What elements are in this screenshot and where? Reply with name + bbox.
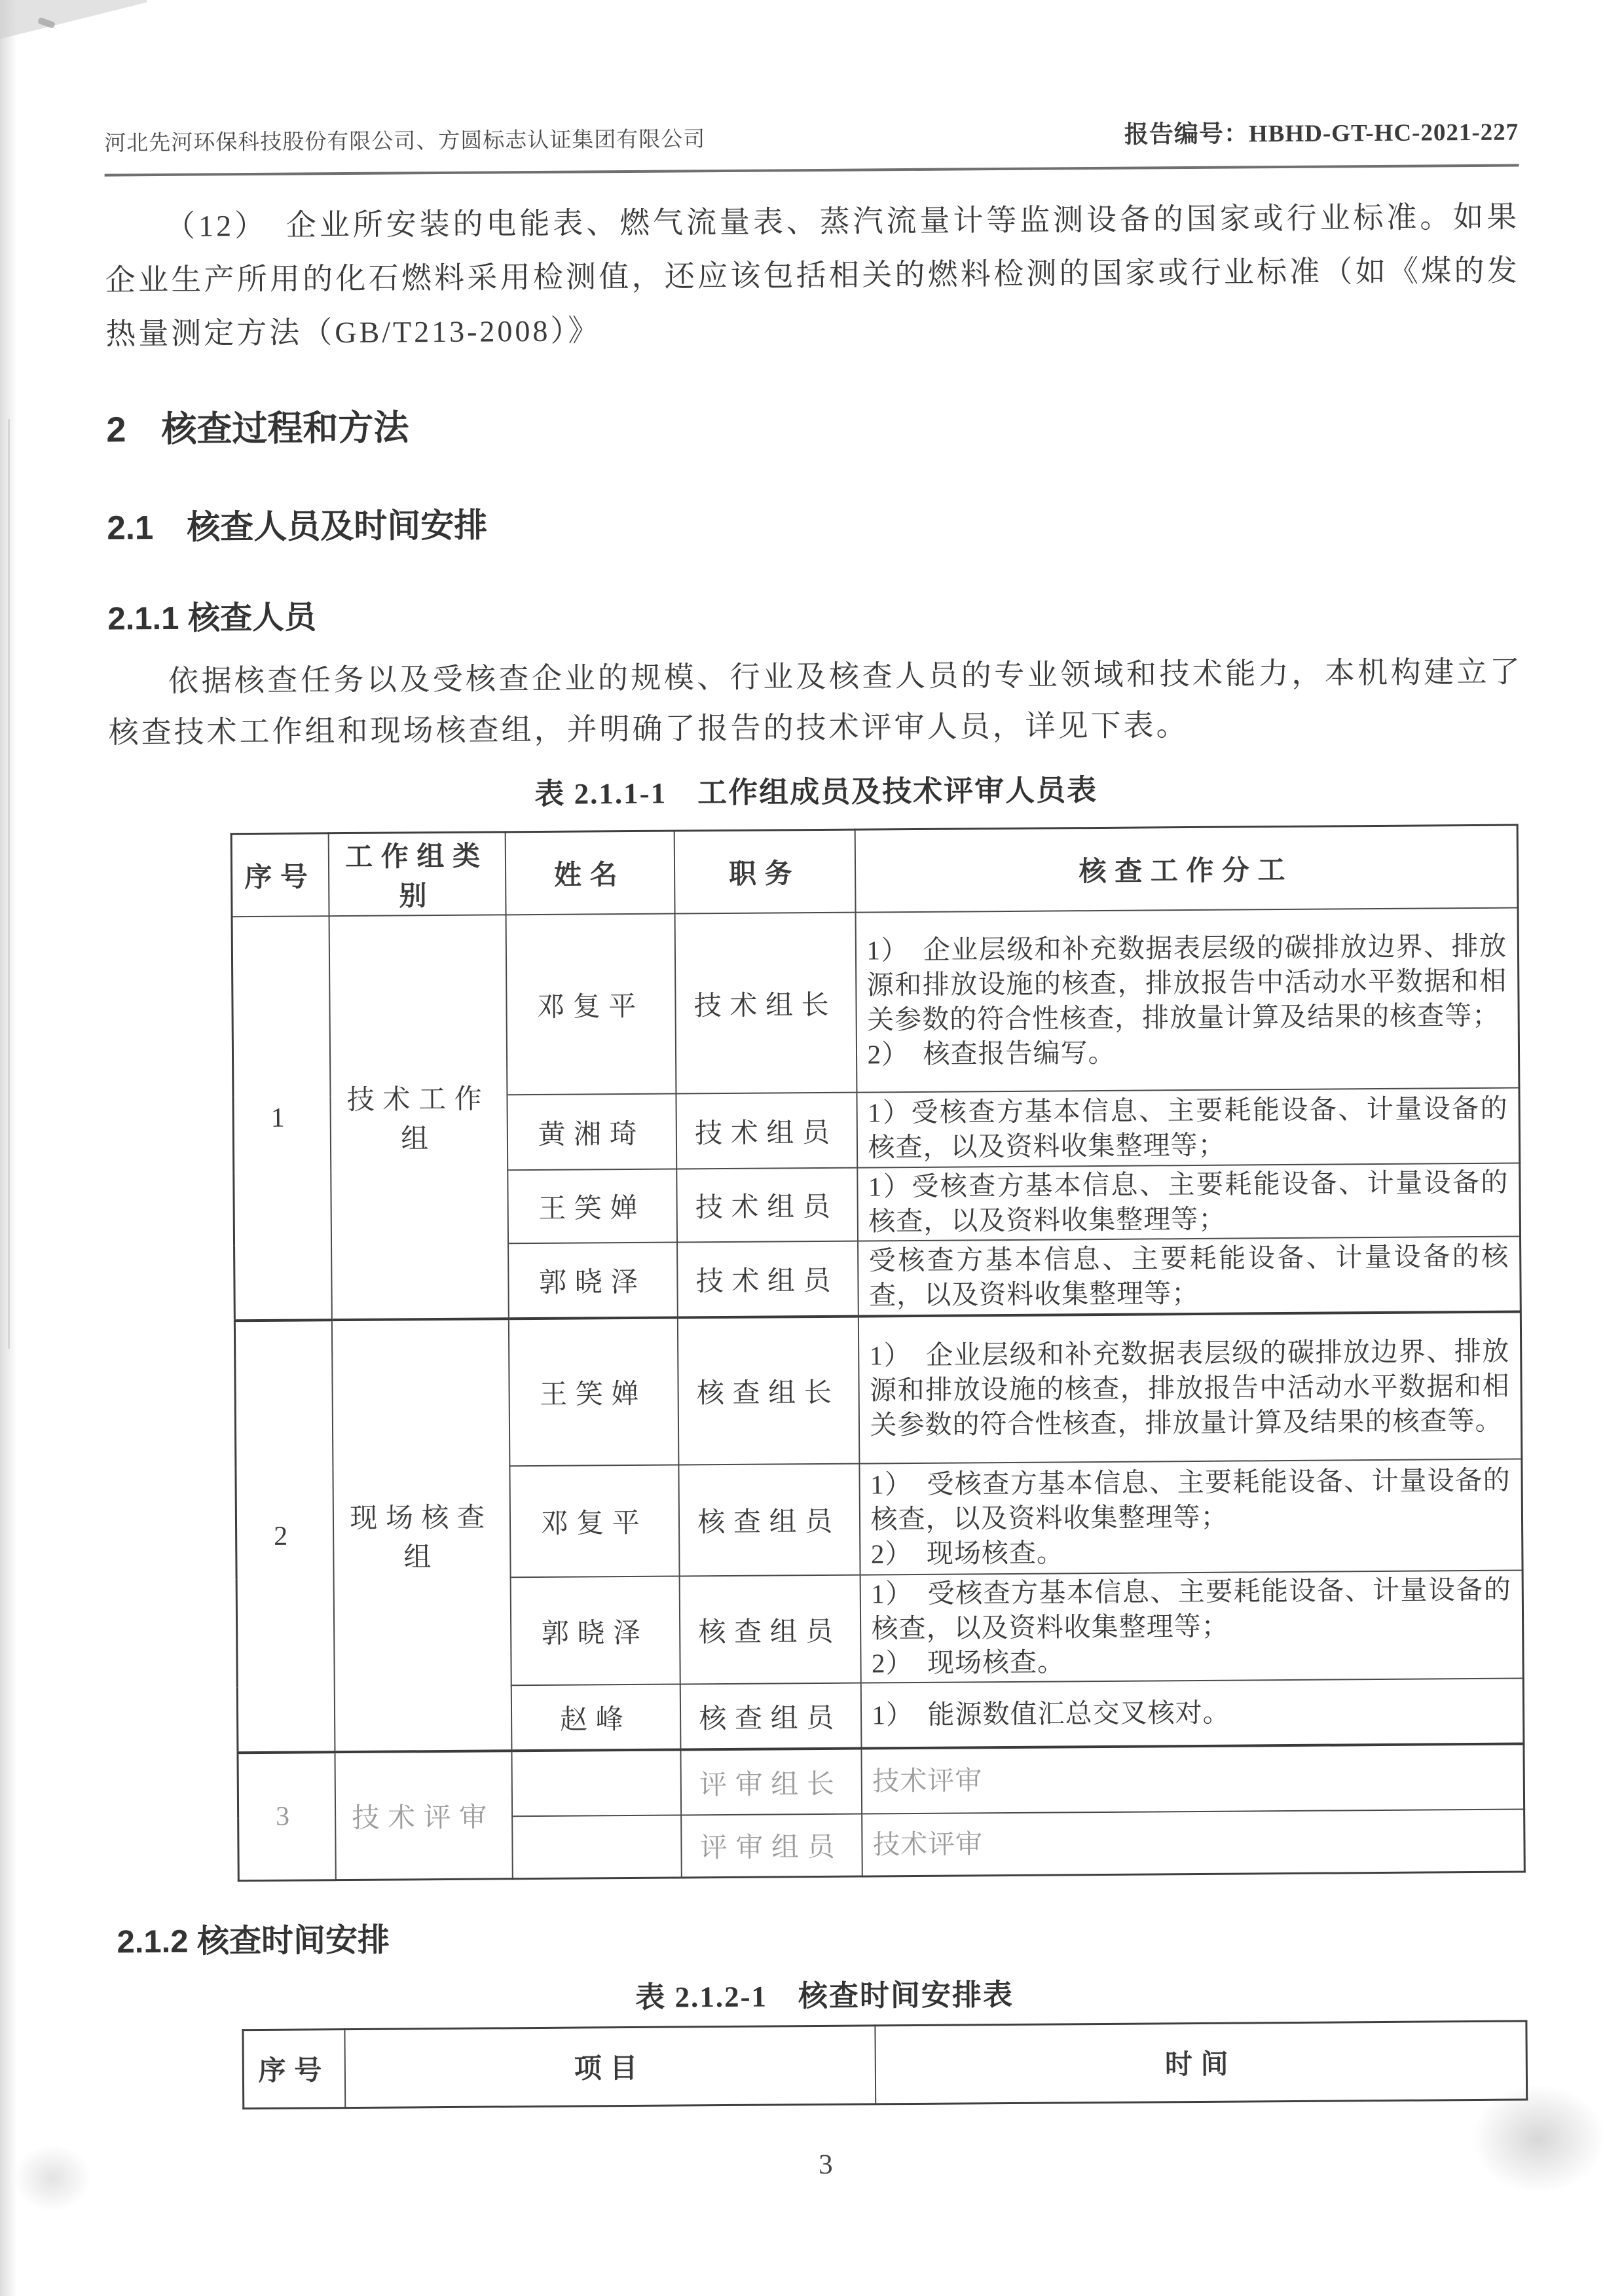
name-cell bbox=[511, 1749, 681, 1816]
duty-cell: 1） 受核查方基本信息、主要耗能设备、计量设备的核查，以及资料收集整理等； 2） 现场核查。 bbox=[859, 1459, 1522, 1575]
schedule-table bbox=[242, 2020, 1528, 2109]
report-number-value: HBHD-GT-HC-2021-227 bbox=[1248, 118, 1519, 148]
company-names: 河北先河环保科技股份有限公司、方圆标志认证集团有限公司 bbox=[104, 128, 706, 156]
group-cell: 现场核查组 bbox=[331, 1319, 511, 1752]
seq-cell: 3 bbox=[238, 1752, 335, 1880]
duty-cell: 技术评审 bbox=[862, 1810, 1525, 1876]
name-cell: 邓复平 bbox=[509, 1465, 679, 1578]
name-cell: 邓复平 bbox=[506, 914, 676, 1095]
page-content bbox=[104, 111, 1533, 2185]
heading-2-1: 2.1 核查人员及时间安排 bbox=[107, 506, 488, 547]
column-header-item: 项目 bbox=[344, 2025, 876, 2107]
group-cell: 技术工作组 bbox=[329, 915, 508, 1320]
column-header-duty: 核查工作分工 bbox=[855, 825, 1518, 913]
table1-caption: 表 2.1.1-1 工作组成员及技术评审人员表 bbox=[534, 774, 1098, 811]
table2-caption: 表 2.1.2-1 核查时间安排表 bbox=[635, 1978, 1014, 2014]
duty-cell: 1） 能源数值汇总交叉核对。 bbox=[860, 1679, 1524, 1749]
heading-2-1-2: 2.1.2 核查时间安排 bbox=[117, 1922, 390, 1960]
duty-cell: 1） 受核查方基本信息、主要耗能设备、计量设备的核查，以及资料收集整理等； 2） 现场核查。 bbox=[860, 1571, 1523, 1683]
role-cell: 技术组长 bbox=[674, 913, 857, 1094]
role-cell: 评审组员 bbox=[681, 1814, 862, 1878]
role-cell: 技术组员 bbox=[676, 1093, 857, 1169]
role-cell: 核查组员 bbox=[680, 1683, 861, 1750]
seq-cell: 1 bbox=[232, 916, 331, 1321]
name-cell: 黄湘琦 bbox=[507, 1094, 676, 1171]
duty-cell: 1）受核查方基本信息、主要耗能设备、计量设备的核查，以及资料收集整理等； bbox=[857, 1088, 1520, 1168]
table-header-row bbox=[231, 825, 1518, 917]
scan-shadow-bottom-left bbox=[7, 2139, 98, 2217]
report-number-label: 报告编号： bbox=[1124, 120, 1249, 149]
paragraph-12: （12） 企业所安装的电能表、燃气流量表、蒸汽流量计等监测设备的国家或行业标准。如果企业生产所用的化石燃料采用检测值，还应该包括相关的燃料检测的国家或行业标准（如《煤的发热量测定方法（GB/T213-2008）》 bbox=[105, 200, 1520, 351]
name-cell bbox=[512, 1815, 682, 1878]
work-group-table bbox=[231, 824, 1526, 1882]
duty-cell: 受核查方基本信息、主要耗能设备、计量设备的核查，以及资料收集整理等； bbox=[858, 1237, 1521, 1317]
duty-cell: 1） 企业层级和补充数据表层级的碳排放边界、排放源和排放设施的核查，排放报告中活动水平数据和相关参数的符合性核查，排放量计算及结果的核查等。 bbox=[858, 1312, 1522, 1464]
column-header-name: 姓名 bbox=[505, 831, 674, 915]
header-divider bbox=[105, 164, 1519, 176]
seq-cell: 2 bbox=[234, 1320, 335, 1753]
name-cell: 王笑婵 bbox=[508, 1318, 678, 1467]
column-header-group: 工作组类别 bbox=[328, 832, 506, 916]
page-number: 3 bbox=[818, 2149, 833, 2180]
column-header-seq: 序号 bbox=[231, 833, 329, 917]
column-header-time: 时间 bbox=[875, 2020, 1527, 2104]
table-row bbox=[238, 1744, 1524, 1819]
heading-2: 2 核查过程和方法 bbox=[106, 408, 409, 450]
scan-corner-smudge bbox=[0, 0, 147, 43]
duty-cell: 技术评审 bbox=[861, 1744, 1524, 1814]
report-number bbox=[1124, 111, 1519, 149]
role-cell: 核查组员 bbox=[678, 1464, 860, 1576]
duty-cell: 1） 企业层级和补充数据表层级的碳排放边界、排放源和排放设施的核查，排放报告中活动水平数据和相关参数的符合性核查，排放量计算及结果的核查等； 2） 核查报告编写。 bbox=[855, 908, 1519, 1093]
intro-paragraph: 依据核查任务以及受核查企业的规模、行业及核查人员的专业领域和技术能力，本机构建立了核查技术工作组和现场核查组，并明确了报告的技术评审人员，详见下表。 bbox=[108, 655, 1523, 750]
role-cell: 技术组员 bbox=[677, 1241, 858, 1318]
name-cell: 郭晓泽 bbox=[508, 1243, 678, 1319]
role-cell: 评审组长 bbox=[680, 1749, 862, 1815]
document-header bbox=[104, 111, 1519, 156]
table-row bbox=[234, 1312, 1522, 1468]
name-cell: 王笑婵 bbox=[507, 1169, 677, 1244]
name-cell: 郭晓泽 bbox=[510, 1576, 680, 1686]
role-cell: 技术组员 bbox=[676, 1168, 858, 1243]
column-header-seq: 序号 bbox=[243, 2029, 345, 2108]
role-cell: 核查组长 bbox=[677, 1317, 859, 1465]
name-cell: 赵峰 bbox=[511, 1684, 680, 1751]
duty-cell: 1）受核查方基本信息、主要耗能设备、计量设备的核查，以及资料收集整理等； bbox=[857, 1163, 1521, 1241]
heading-2-1-1: 2.1.1 核查人员 bbox=[107, 600, 317, 637]
role-cell: 核查组员 bbox=[679, 1575, 860, 1685]
table-header-row bbox=[243, 2020, 1527, 2108]
table-row bbox=[232, 908, 1519, 1097]
scan-artifact-line bbox=[8, 419, 10, 1349]
column-header-role: 职务 bbox=[674, 829, 855, 913]
group-cell: 技术评审 bbox=[335, 1751, 512, 1880]
